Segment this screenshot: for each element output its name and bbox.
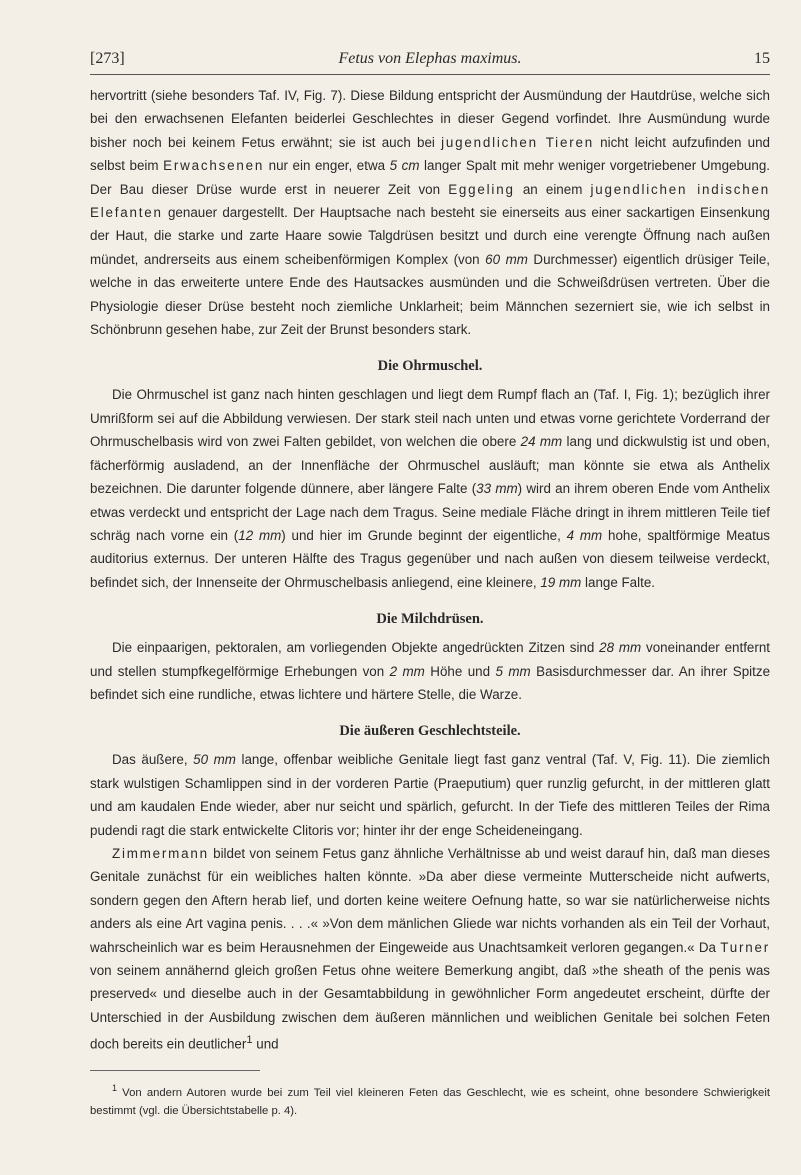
paragraph-genitale: Das äußere, 50 mm lange, offenbar weibliche Genitale liegt fast ganz ventral (Taf. V, Fig. 11). Die ziemlich stark wulstigen Schamlippen sind in der vorderen Partie (Praeputium) quer runzlig gefurcht, in der mittleren glatt und am kaudalen Ende wieder, aber nur seicht und spärlich, gefurcht. In der Tiefe des mittleren Teiles der Rima pudendi ragt die stark entwickelte Clitoris vor; hinter ihr der enge Scheideneingang.	[90, 752, 770, 838]
running-title: Fetus von Elephas maximus.	[338, 50, 522, 67]
paragraph-ohrmuschel: Die Ohrmuschel ist ganz nach hinten geschlagen und liegt dem Rumpf flach an (Taf. I, Fig. 1); bezüglich ihrer Umrißform sei auf die Abbildung verwiesen. Der stark steil nach unten und etwas vorne gerichtete Vorderrand der Ohrmuschelbasis wird von zwei Falten gebildet, von welchen die obere 24 mm lang und dickwulstig ist und oben, fächerförmig ausladend, an der Innenfläche der Ohrmuschel ausläuft; man könnte sie etwa als Anthelix bezeichnen. Die darunter folgende dünnere, aber längere Falte (33 mm) wird an ihrem oberen Ende vom Anthelix etwas verdeckt und entspricht der Lage nach dem Tragus. Seine mediale Fläche dringt in ihrem mittleren Teile tief schräg nach vorne ein (12 mm) und hier im Grunde beginnt der eigentliche, 4 mm hohe, spaltförmige Meatus auditorius externus. Der unteren Hälfte des Tragus gegenüber und nach außen von diesem teilweise verdeckt, befindet sich, der Innenseite der Ohrmuschelbasis anliegend, eine kleinere, 19 mm lange Falte.	[90, 387, 770, 590]
section-heading-ohrmuschel: Die Ohrmuschel.	[377, 358, 483, 375]
paragraph-zimmermann: Zimmermann bildet von seinem Fetus ganz ähnliche Verhältnisse ab und weist darauf hin, daß man dieses Genitale zunächst für ein weibliches halten könnte. »Da aber diese vermeinte Mutterscheide nicht aufwerts, sondern gegen den Aftern herab lief, und dorten keine weitere Oefnung hatte, so war sie natürlicherweise nichts anders als eine Art vagina penis. . . .« »Von dem mänlichen Gliede war nichts vorhanden als ein Teil der Vorhaut, wahrscheinlich war es beim Herausnehmen der Eingeweide aus Unachtsamkeit verloren gegangen.« Da Turner von seinem annähernd gleich großen Fetus ohne weitere Bemerkung angibt, daß »the sheath of the penis was preserved« und dieselbe auch in der Gesamtabbildung in gewöhnlicher Form angedeutet erscheint, dürfte der Unterschied in der Ausbildung zwischen dem äußeren männlichen und weiblichen Genitale bei solchen Feten doch bereits ein deutlicher$^1$ und	[90, 845, 770, 1052]
paragraph-skin-gland: hervortritt (siehe besonders Taf. IV, Fig. 7). Diese Bildung entspricht der Ausmündung der Hautdrüse, welche sich bei den erwachsenen Elefanten beiderlei Geschlechtes in dieser Gegend vorfindet. Ihre Ausmündung wurde bisher noch bei keinem Fetus erwähnt; sie ist auch bei jugendlichen Tieren nicht leicht aufzufinden und selbst beim Erwachsenen nur ein enger, etwa 5 cm langer Spalt mit mehr weniger vorgetriebener Umgebung. Der Bau dieser Drüse wurde erst in neuerer Zeit von Eggeling an einem jugendlichen indischen Elefanten genauer dargestellt. Der Hauptsache nach besteht sie einerseits aus einer sackartigen Einsenkung der Haut, die starke und zarte Haare sowie Talgdrüsen besitzt und durch eine verengte Öffnung nach außen mündet, andrerseits aus einem scheibenförmigen Komplex (von 60 mm Durchmesser) eigentlich drüsiger Teile, welche in das erweiterte untere Ende des Hautsackes ausmünden und die Schweißdrüsen vertreten. Über die Physiologie dieser Drüse besteht noch ziemliche Unklarheit; beim Männchen sezerniert sie, wie ich selbst in Schönbrunn gesehen habe, zur Zeit der Brunst besonders stark.	[90, 88, 771, 338]
bracketed-page-ref: [273]	[90, 50, 125, 67]
paragraph-milchdruesen: Die einpaarigen, pektoralen, am vorliegenden Objekte angedrückten Zitzen sind 28 mm voneinander entfernt und stellen stumpfkegelförmige Erhebungen von 2 mm Höhe und 5 mm Basisdurchmesser dar. An ihrer Spitze befindet sich eine rundliche, etwas lichtere und härtere Stelle, die Warze.	[90, 640, 771, 702]
footnote-marker: 1	[246, 1034, 253, 1047]
header-rule	[90, 74, 770, 75]
page-number: 15	[754, 50, 770, 67]
body-text	[90, 84, 770, 1120]
running-header	[90, 50, 770, 74]
section-heading-milchdruesen: Die Milchdrüsen.	[376, 611, 484, 628]
section-heading-geschlechtsteile: Die äußeren Geschlechtsteile.	[339, 723, 521, 740]
footnote: $^1$ Von andern Autoren wurde bei zum Teil viel kleineren Feten das Geschlecht, wie es scheint, ohne besondere Schwierigkeit bestimmt (vgl. die Übersichtstabelle p. 4).	[90, 1083, 770, 1117]
footnote-rule	[90, 1070, 260, 1071]
